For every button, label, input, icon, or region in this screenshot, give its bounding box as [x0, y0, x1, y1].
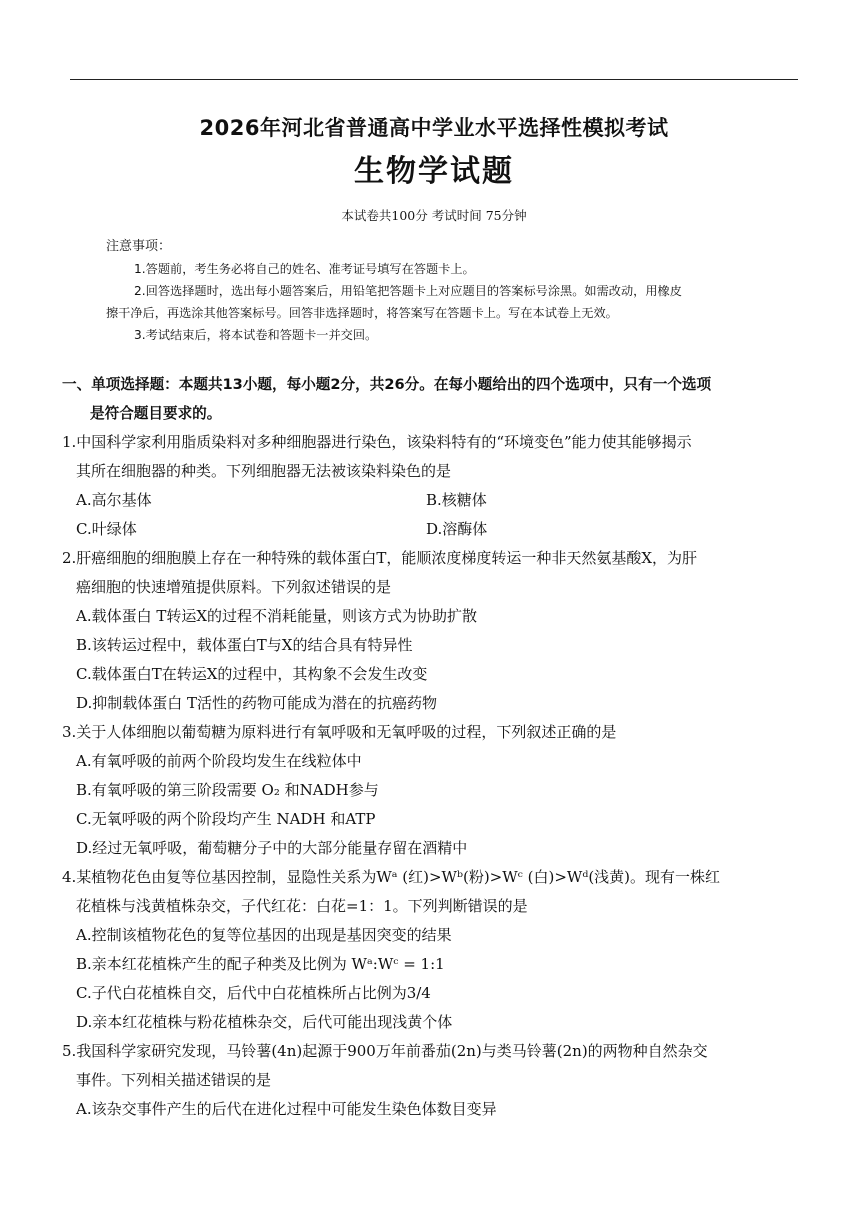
option-b: B.该转运过程中，载体蛋白T与X的结合具有特异性 — [76, 636, 413, 654]
header-rule — [70, 79, 798, 80]
notice-heading: 注意事项： — [106, 239, 172, 254]
option-row — [62, 515, 802, 544]
question-4 — [62, 863, 802, 1037]
option-c: C.子代白花植株自交，后代中白花植株所占比例为3/4 — [76, 984, 431, 1002]
question-stem: 1.中国科学家利用脂质染料对多种细胞器进行染色，该染料特有的“环境变色”能力使其能够揭示 — [62, 433, 692, 451]
question-stem-continued: 事件。下列相关描述错误的是 — [76, 1071, 272, 1089]
option-d: D.抑制载体蛋白 T活性的药物可能成为潜在的抗癌药物 — [76, 694, 438, 712]
question-2 — [62, 544, 802, 718]
option-b: B.核糖体 — [426, 491, 487, 509]
question-content — [62, 370, 802, 1124]
exam-info: 本试卷共100分 考试时间 75分钟 — [341, 208, 527, 223]
option-c: C.载体蛋白T在转运X的过程中，其构象不会发生改变 — [76, 665, 428, 683]
notice-item: 3.考试结束后，将本试卷和答题卡一并交回。 — [134, 328, 378, 342]
option-a: A.载体蛋白 T转运X的过程不消耗能量，则该方式为协助扩散 — [76, 607, 478, 625]
option-d: D.亲本红花植株与粉花植株杂交，后代可能出现浅黄个体 — [76, 1013, 453, 1031]
option-d: D.经过无氧呼吸，葡萄糖分子中的大部分能量存留在酒精中 — [76, 839, 468, 857]
notice-block — [106, 236, 786, 346]
option-row — [62, 486, 802, 515]
option-c: C.叶绿体 — [76, 520, 137, 538]
question-1 — [62, 428, 802, 544]
subject-title: 生物学试题 — [354, 154, 514, 189]
question-stem-continued: 其所在细胞器的种类。下列细胞器无法被该染料染色的是 — [76, 462, 452, 480]
question-3 — [62, 718, 802, 863]
notice-item-continued: 擦干净后，再选涂其他答案标号。回答非选择题时，将答案写在答题卡上。写在本试卷上无效。 — [106, 306, 618, 320]
question-stem-continued: 花植株与浅黄植株杂交，子代红花：白花=1：1。下列判断错误的是 — [76, 897, 528, 915]
question-5 — [62, 1037, 802, 1124]
question-stem: 5.我国科学家研究发现，马铃薯(4n)起源于900万年前番茄(2n)与类马铃薯(2n)的两物种自然杂交 — [62, 1042, 708, 1060]
question-stem-continued: 癌细胞的快速增殖提供原料。下列叙述错误的是 — [76, 578, 392, 596]
section-heading-continued: 是符合题目要求的。 — [90, 405, 222, 422]
question-stem: 2.肝癌细胞的细胞膜上存在一种特殊的载体蛋白T，能顺浓度梯度转运一种非天然氨基酸X，为肝 — [62, 549, 697, 567]
option-c: C.无氧呼吸的两个阶段均产生 NADH 和ATP — [76, 810, 376, 828]
option-a: A.有氧呼吸的前两个阶段均发生在线粒体中 — [76, 752, 362, 770]
option-a: A.高尔基体 — [76, 491, 152, 509]
notice-item: 2.回答选择题时，选出每小题答案后，用铅笔把答题卡上对应题目的答案标号涂黑。如需改动，用橡皮 — [134, 284, 682, 298]
option-a: A.该杂交事件产生的后代在进化过程中可能发生染色体数目变异 — [76, 1100, 497, 1118]
section-heading: 一、单项选择题：本题共13小题，每小题2分，共26分。在每小题给出的四个选项中，只有一个选项 — [62, 376, 712, 393]
option-d: D.溶酶体 — [426, 520, 488, 538]
option-a: A.控制该植物花色的复等位基因的出现是基因突变的结果 — [76, 926, 452, 944]
question-stem: 4.某植物花色由复等位基因控制，显隐性关系为Wᵃ (红)>Wᵇ(粉)>Wᶜ (白)>Wᵈ(浅黄)。现有一株红 — [62, 868, 721, 886]
option-b: B.亲本红花植株产生的配子种类及比例为 Wᵃ:Wᶜ = 1:1 — [76, 955, 445, 973]
notice-item: 1.答题前，考生务必将自己的姓名、准考证号填写在答题卡上。 — [134, 262, 475, 276]
exam-title: 2026年河北省普通高中学业水平选择性模拟考试 — [199, 116, 669, 140]
question-stem: 3.关于人体细胞以葡萄糖为原料进行有氧呼吸和无氧呼吸的过程，下列叙述正确的是 — [62, 723, 617, 741]
option-b: B.有氧呼吸的第三阶段需要 O₂ 和NADH参与 — [76, 781, 379, 799]
